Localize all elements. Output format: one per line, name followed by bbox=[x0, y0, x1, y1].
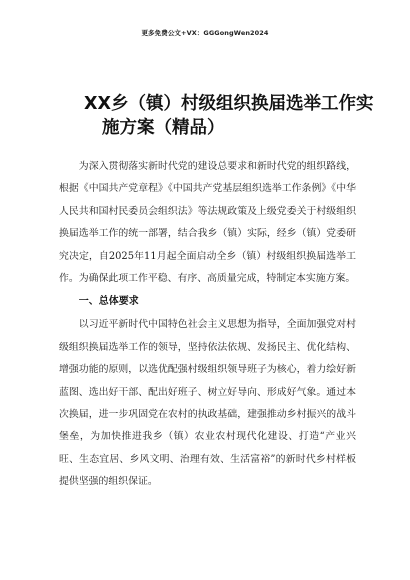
section-paragraph-general-requirements: 以习近平新时代中国特色社会主义思想为指导，全面加强党对村级组织换届选举工作的领导，坚持依法依规、发扬民主、优化结构、增强功能的原则，以选优配强村级组织领导班子为核心，着力绘好新蓝图、选出好干部、配出好班子、树立好导向、形成好气象。通过本次换届，进一步巩固党在农村的执政基础，建强推动乡村振兴的战斗堡垒，为加快推进我乡（镇）农业农村现代化建设、打造“产业兴旺、生态宜居、乡风文明、治理有效、生活富裕”的新时代乡村样板提供坚强的组织保证。 bbox=[59, 319, 356, 488]
document-body bbox=[59, 156, 356, 494]
section-heading-general-requirements: 一、总体要求 bbox=[78, 296, 139, 308]
header-note: 更多免费公文+VX：GGGongWen2024 bbox=[141, 29, 269, 37]
intro-paragraph: 为深入贯彻落实新时代党的建设总要求和新时代党的组织路线，根据《中国共产党章程》《中国共产党基层组织选举工作条例》《中华人民共和国村民委员会组织法》等法规政策及上级党委关于村级组织换届选举工作的统一部署，结合我乡（镇）实际，经乡（镇）党委研究决定，自2025年11月起全面启动全乡（镇）村级组织换届选举工作。为确保此项工作平稳、有序、高质量完成，特制定本实施方案。 bbox=[59, 161, 356, 285]
title-line-1: XX乡（镇）村级组织换届选举工作实 bbox=[84, 94, 374, 114]
document-title bbox=[84, 92, 374, 140]
title-line-2: 施方案（精品） bbox=[102, 118, 225, 138]
